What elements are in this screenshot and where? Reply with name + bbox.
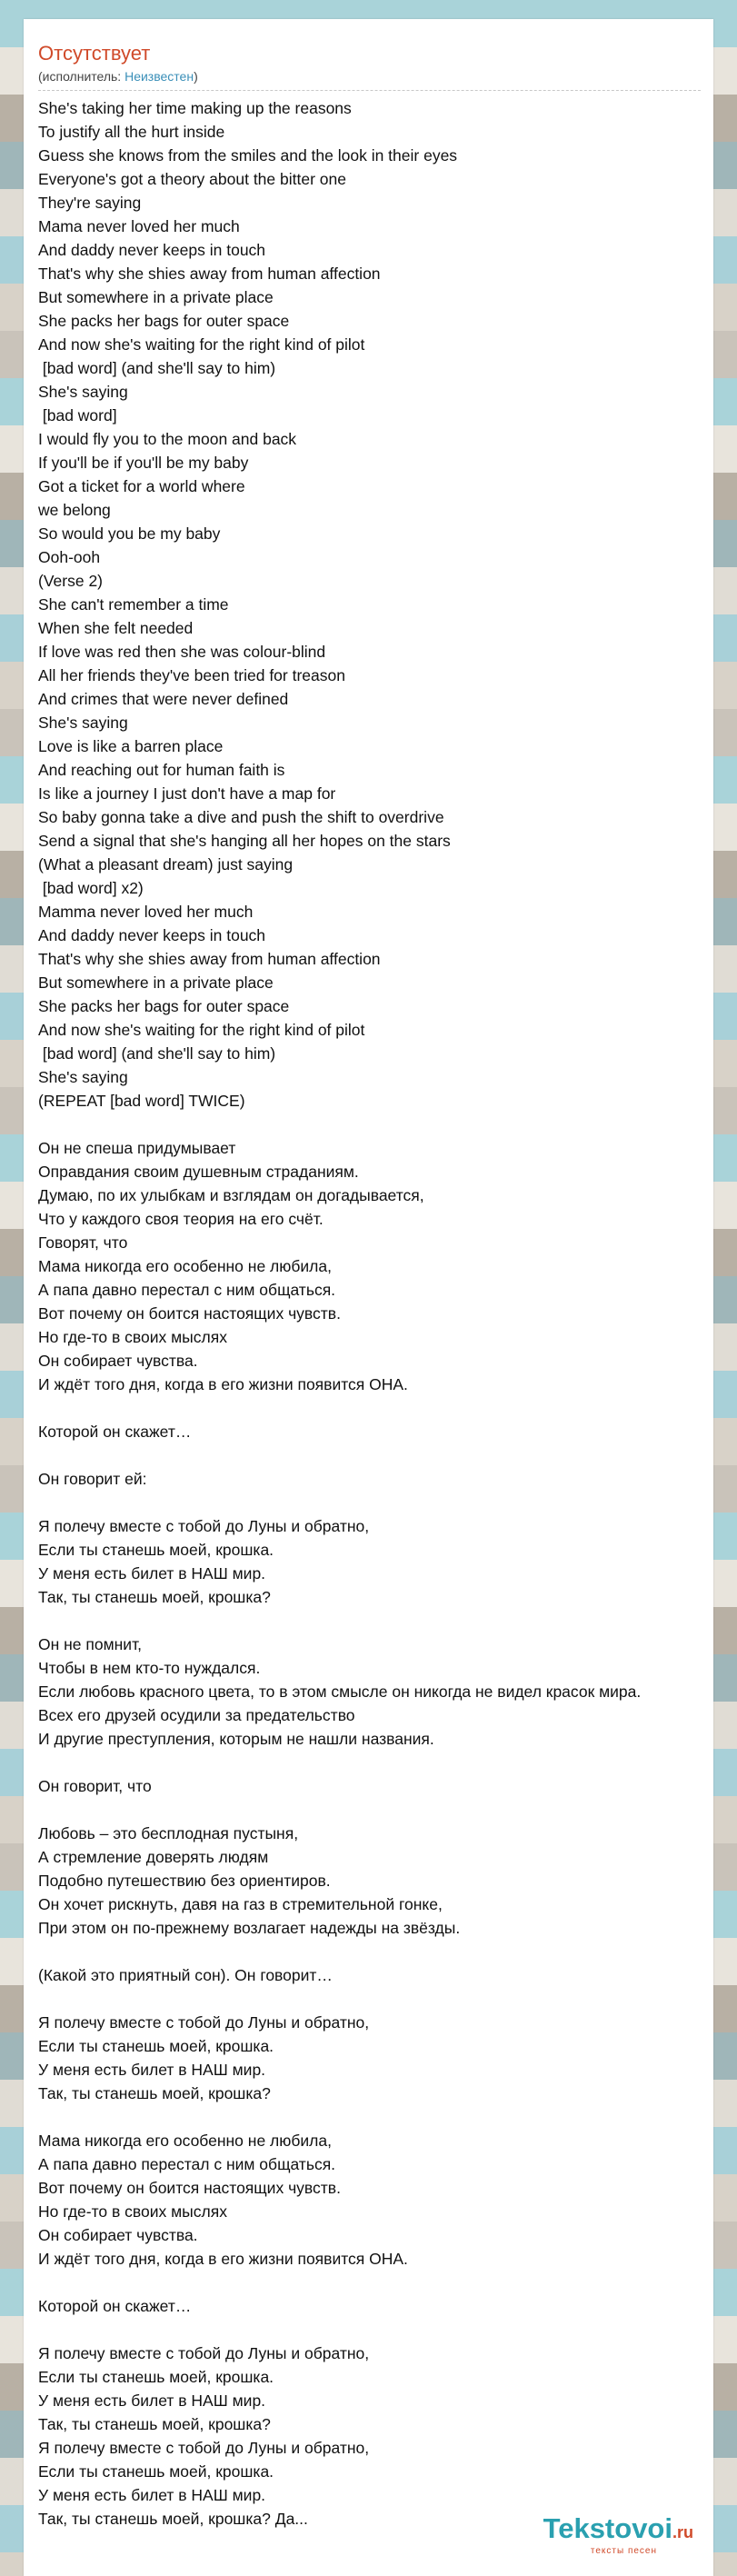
site-logo[interactable] <box>543 2513 693 2556</box>
logo-tagline: тексты песен <box>590 2546 657 2556</box>
artist-prefix: (исполнитель: <box>38 69 125 84</box>
artist-suffix: ) <box>194 69 198 84</box>
header-divider <box>38 90 701 91</box>
artist-link[interactable]: Неизвестен <box>124 69 194 84</box>
logo-wordmark <box>543 2513 693 2548</box>
artist-line <box>38 68 701 85</box>
song-title: Отсутствует <box>38 42 151 65</box>
logo-tld: .ru <box>672 2523 693 2541</box>
lyrics-text: She's taking her time making up the reasons To justify all the hurt inside Guess she knows from the smiles and the look in their eyes Everyone's got a theory about the bitter one They're saying Mama never loved her much And daddy never keeps in touch That's why she shies away from human affection But somewhere in a private place She packs her bags for outer space And now she's waiting for the right kind of pilot [bad word] (and she'll say to him) She's saying [bad word] I would fly you to the moon and back If you'll be if you'll be my baby Got a ticket for a world where we belong So would you be my baby Ooh-ooh (Verse 2) She can't remember a time When she felt needed If love was red then she was colour-blind All her friends they've been tried for treason And crimes that were never defined She's saying Love is like a barren place And reaching out for human faith is Is like a journey I just don't have a map for So baby gonna take a dive and push the shift to overdrive Send a signal that she's hanging all her hopes on the stars (What a pleasant dream) just saying [bad word] x2) Mamma never loved her much And daddy never keeps in touch That's why she shies away from human affection But somewhere in a private place She packs her bags for outer space And now she's waiting for the right kind of pilot [bad word] (and she'll say to him) She's saying (REPEAT [bad word] TWICE) Он не спеша придумывает Оправдания своим душевным страданиям. Думаю, по их улыбкам и взглядам он догадывается, Что у каждого своя теория на его счёт. Говорят, что Мама никогда его особенно не любила, А папа давно перестал с ним общаться. Вот почему он боится настоящих чувств. Но где-то в своих мыслях Он собирает чувства. И ждёт того дня, когда в его жизни появится ОНА. Которой он скажет… Он говорит ей: Я полечу вместе с тобой до Луны и обратно, Если ты станешь моей, крошка. У меня есть билет в НАШ мир. Так, ты станешь моей, крошка? Он не помнит, Чтобы в нем кто-то нуждался. Если любовь красного цвета, то в этом смысле он никогда не видел красок мира. Всех его друзей осудили за предательство И другие преступления, которым не нашли названия. Он говорит, что Любовь – это бесплодная пустыня, А стремление доверять людям Подобно путешествию без ориентиров. Он хочет рискнуть, давя на газ в стремительной гонке, При этом он по-прежнему возлагает надежды на звёзды. (Какой это приятный сон). Он говорит… Я полечу вместе с тобой до Луны и обратно, Если ты станешь моей, крошка. У меня есть билет в НАШ мир. Так, ты станешь моей, крошка? Мама никогда его особенно не любила, А папа давно перестал с ним общаться. Вот почему он боится настоящих чувств. Но где-то в своих мыслях Он собирает чувства. И ждёт того дня, когда в его жизни появится ОНА. Которой он скажет… Я полечу вместе с тобой до Луны и обратно, Если ты станешь моей, крошка. У меня есть билет в НАШ мир. Так, ты станешь моей, крошка? Я полечу вместе с тобой до Луны и обратно, Если ты станешь моей, крошка. У меня есть билет в НАШ мир. Так, ты станешь моей, крошка? Да... <box>38 99 642 2528</box>
lyrics-card <box>24 19 713 2576</box>
logo-main-text: Tekstovoi <box>543 2512 672 2544</box>
